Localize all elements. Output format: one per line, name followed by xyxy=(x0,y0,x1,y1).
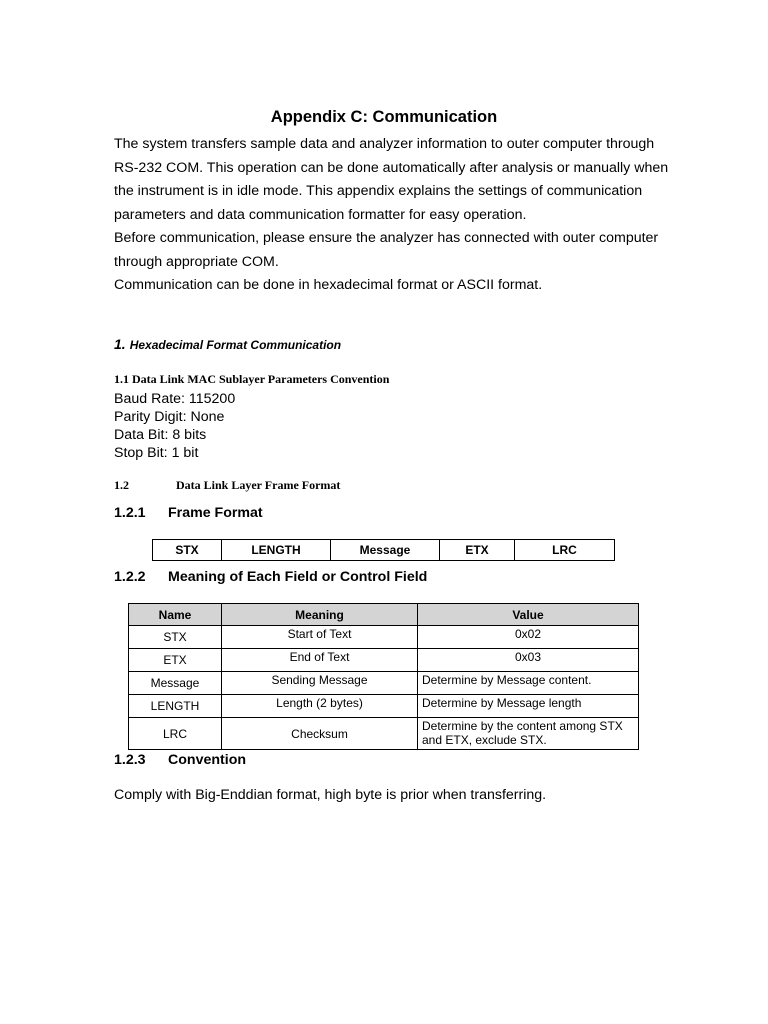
cell-name: LRC xyxy=(129,718,222,750)
cell-meaning: Checksum xyxy=(222,718,418,750)
cell-meaning: Sending Message xyxy=(222,672,418,695)
field-meaning-table xyxy=(128,603,639,750)
data-bit: Data Bit: 8 bits xyxy=(114,427,207,443)
frame-cell-etx: ETX xyxy=(440,540,515,561)
cell-name: ETX xyxy=(129,649,222,672)
section-1-2-1-number: 1.2.1 xyxy=(114,505,146,521)
table-row xyxy=(129,626,639,649)
frame-format-table xyxy=(152,539,615,561)
mac-parameters xyxy=(114,390,235,462)
frame-format-row xyxy=(153,540,615,561)
section-1-2-number: 1.2 xyxy=(114,478,129,492)
section-1-2-3-number: 1.2.3 xyxy=(114,752,146,768)
cell-meaning: Length (2 bytes) xyxy=(222,695,418,718)
header-value: Value xyxy=(418,604,639,626)
section-1-2-heading xyxy=(114,478,340,493)
cell-value: Determine by Message length xyxy=(418,695,639,718)
stop-bit: Stop Bit: 1 bit xyxy=(114,445,199,461)
intro-paragraph-3: Communication can be done in hexadecimal format or ASCII format. xyxy=(114,277,543,293)
section-1-2-2-number: 1.2.2 xyxy=(114,569,146,585)
table-row xyxy=(129,695,639,718)
cell-meaning: End of Text xyxy=(222,649,418,672)
intro-section xyxy=(114,133,674,298)
cell-name: LENGTH xyxy=(129,695,222,718)
table-row xyxy=(129,649,639,672)
frame-cell-lrc: LRC xyxy=(515,540,615,561)
section-1-2-1-heading xyxy=(114,505,263,521)
header-meaning: Meaning xyxy=(222,604,418,626)
frame-cell-length: LENGTH xyxy=(222,540,331,561)
cell-meaning: Start of Text xyxy=(222,626,418,649)
frame-cell-stx: STX xyxy=(153,540,222,561)
parity-digit: Parity Digit: None xyxy=(114,409,225,425)
section-1-1-heading: 1.1 Data Link MAC Sublayer Parameters Convention xyxy=(114,372,390,386)
section-1-2-3-heading xyxy=(114,752,246,768)
cell-name: Message xyxy=(129,672,222,695)
cell-value: 0x02 xyxy=(418,626,639,649)
section-1-2-title: Data Link Layer Frame Format xyxy=(176,478,341,492)
section-1-2-3-title: Convention xyxy=(168,752,247,768)
intro-paragraph-2: Before communication, please ensure the analyzer has connected with outer computer through appropriate COM. xyxy=(114,230,659,270)
intro-paragraph-1: The system transfers sample data and analyzer information to outer computer through RS-232 COM. This operation can be done automatically after analysis or manually when the instrument is in idle mode. This appendix explains the settings of communication parameters and data communication formatter for easy operation. xyxy=(114,136,669,223)
section-1-title: Hexadecimal Format Communication xyxy=(129,338,342,352)
table-row xyxy=(129,718,639,750)
section-1-number: 1. xyxy=(114,336,126,352)
baud-rate: Baud Rate: 115200 xyxy=(114,391,236,407)
cell-value: Determine by the content among STX and ETX, exclude STX. xyxy=(418,718,639,750)
table-row xyxy=(129,672,639,695)
header-name: Name xyxy=(129,604,222,626)
section-1-2-2-heading xyxy=(114,569,427,585)
cell-value: Determine by Message content. xyxy=(418,672,639,695)
page-title: Appendix C: Communication xyxy=(270,108,498,126)
frame-cell-message: Message xyxy=(331,540,440,561)
section-1-heading xyxy=(114,336,341,352)
convention-text: Comply with Big-Enddian format, high byte is prior when transferring. xyxy=(114,787,547,803)
section-1-2-2-title: Meaning of Each Field or Control Field xyxy=(168,569,428,585)
cell-name: STX xyxy=(129,626,222,649)
table-header-row xyxy=(129,604,639,626)
section-1-2-1-title: Frame Format xyxy=(168,505,263,521)
cell-value: 0x03 xyxy=(418,649,639,672)
